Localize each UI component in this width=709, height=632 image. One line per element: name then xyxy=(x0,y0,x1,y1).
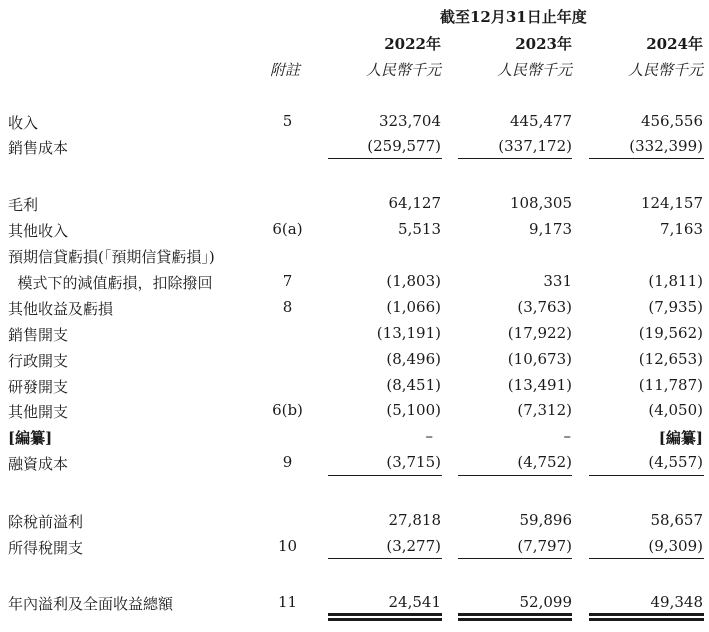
cell-selling-expenses-2022: (13,191) xyxy=(376,324,441,342)
cell-other-income-2022: 5,513 xyxy=(398,220,441,238)
subtotal-rule xyxy=(328,475,442,476)
cell-profit-before-tax-2022: 27,818 xyxy=(388,511,441,529)
cell-revenue-2023: 445,477 xyxy=(509,112,572,130)
row-label-income-tax: 所得稅開支 xyxy=(8,539,84,557)
cell-other-expenses-2023: (7,312) xyxy=(517,401,572,419)
subtotal-rule xyxy=(458,558,572,559)
row-label-selling-expenses: 銷售開支 xyxy=(8,326,69,344)
note-column-header: 附註 xyxy=(270,61,301,79)
cell-gross-profit-2022: 64,127 xyxy=(388,194,441,212)
cell-cost-of-sales-2024: (332,399) xyxy=(629,137,703,155)
cell-other-income-2023: 9,173 xyxy=(529,220,572,238)
cell-gross-profit-2024: 124,157 xyxy=(640,194,703,212)
cell-admin-expenses-2022: (8,496) xyxy=(386,350,441,368)
row-note-finance-costs: 9 xyxy=(282,453,293,471)
unit-header-2024: 人民幣千元 xyxy=(627,61,703,79)
subtotal-rule xyxy=(458,475,572,476)
cell-rnd-expenses-2023: (13,491) xyxy=(507,376,572,394)
row-label-finance-costs: 融資成本 xyxy=(8,455,69,473)
row-label-profit-before-tax: 除稅前溢利 xyxy=(8,513,84,531)
year-header-2024: 2024年 xyxy=(646,35,703,53)
total-double-rule xyxy=(458,613,572,616)
cell-other-gains-losses-2024: (7,935) xyxy=(648,298,703,316)
cell-rnd-expenses-2024: (11,787) xyxy=(638,376,703,394)
row-label-admin-expenses: 行政開支 xyxy=(8,352,69,370)
subtotal-rule xyxy=(328,158,442,159)
subtotal-rule xyxy=(589,475,704,476)
year-header-2022: 2022年 xyxy=(384,35,441,53)
cell-selling-expenses-2023: (17,922) xyxy=(507,324,572,342)
row-label-gross-profit: 毛利 xyxy=(8,196,39,214)
cell-ecl-2022: (1,803) xyxy=(386,272,441,290)
cell-revenue-2024: 456,556 xyxy=(640,112,703,130)
row-note-ecl: 7 xyxy=(282,272,293,290)
cell-total-comprehensive-income-2022: 24,541 xyxy=(388,593,441,611)
unit-header-2022: 人民幣千元 xyxy=(365,61,441,79)
cell-rnd-expenses-2022: (8,451) xyxy=(386,376,441,394)
row-label-cost-of-sales: 銷售成本 xyxy=(8,139,69,157)
row-note-income-tax: 10 xyxy=(277,537,298,555)
row-label-rnd-expenses: 研發開支 xyxy=(8,378,69,396)
total-double-rule xyxy=(328,613,442,616)
row-label-other-gains-losses: 其他收益及虧損 xyxy=(8,300,114,318)
cell-total-comprehensive-income-2023: 52,099 xyxy=(519,593,572,611)
cell-income-tax-2023: (7,797) xyxy=(517,537,572,555)
cell-income-tax-2022: (3,277) xyxy=(386,537,441,555)
cell-profit-before-tax-2024: 58,657 xyxy=(650,511,703,529)
row-label-other-income: 其他收入 xyxy=(8,222,69,240)
cell-ecl-2023: 331 xyxy=(543,272,572,290)
row-label-ecl-line2: 模式下的減值虧損，扣除撥回 xyxy=(8,274,213,292)
cell-finance-costs-2023: (4,752) xyxy=(517,453,572,471)
cell-revenue-2022: 323,704 xyxy=(378,112,441,130)
cell-admin-expenses-2024: (12,653) xyxy=(638,350,703,368)
total-double-rule xyxy=(589,613,704,616)
row-label-other-expenses: 其他開支 xyxy=(8,403,69,421)
cell-other-gains-losses-2022: (1,066) xyxy=(386,298,441,316)
total-double-rule xyxy=(328,618,442,621)
subtotal-rule xyxy=(589,558,704,559)
total-double-rule xyxy=(589,618,704,621)
subtotal-rule xyxy=(458,158,572,159)
row-note-other-expenses: 6(b) xyxy=(272,401,303,419)
cell-income-tax-2024: (9,309) xyxy=(648,537,703,555)
subtotal-rule xyxy=(589,158,704,159)
cell-cost-of-sales-2022: (259,577) xyxy=(367,137,441,155)
cell-redacted-2022: – xyxy=(425,427,433,445)
row-label-ecl-line1: 預期信貸虧損(「預期信貸虧損」) xyxy=(8,248,215,266)
cell-total-comprehensive-income-2024: 49,348 xyxy=(650,593,703,611)
row-note-revenue: 5 xyxy=(282,112,293,130)
subtotal-rule xyxy=(328,558,442,559)
row-label-total-comprehensive-income: 年內溢利及全面收益總額 xyxy=(8,595,174,613)
cell-redacted-2024: [編纂] xyxy=(658,429,703,447)
total-double-rule xyxy=(458,618,572,621)
cell-finance-costs-2024: (4,557) xyxy=(648,453,703,471)
cell-profit-before-tax-2023: 59,896 xyxy=(519,511,572,529)
cell-other-gains-losses-2023: (3,763) xyxy=(517,298,572,316)
cell-other-expenses-2022: (5,100) xyxy=(386,401,441,419)
row-note-other-income: 6(a) xyxy=(272,220,303,238)
row-label-revenue: 收入 xyxy=(8,114,39,132)
cell-other-expenses-2024: (4,050) xyxy=(648,401,703,419)
row-label-redacted: [編纂] xyxy=(8,429,53,447)
cell-selling-expenses-2024: (19,562) xyxy=(638,324,703,342)
cell-admin-expenses-2023: (10,673) xyxy=(507,350,572,368)
row-note-other-gains-losses: 8 xyxy=(282,298,293,316)
cell-cost-of-sales-2023: (337,172) xyxy=(498,137,572,155)
row-note-total-comprehensive-income: 11 xyxy=(277,593,298,611)
cell-finance-costs-2022: (3,715) xyxy=(386,453,441,471)
cell-gross-profit-2023: 108,305 xyxy=(509,194,572,212)
cell-redacted-2023: – xyxy=(563,427,571,445)
cell-other-income-2024: 7,163 xyxy=(660,220,703,238)
cell-ecl-2024: (1,811) xyxy=(648,272,703,290)
period-title: 截至12月31日止年度 xyxy=(440,8,587,26)
unit-header-2023: 人民幣千元 xyxy=(496,61,572,79)
year-header-2023: 2023年 xyxy=(515,35,572,53)
